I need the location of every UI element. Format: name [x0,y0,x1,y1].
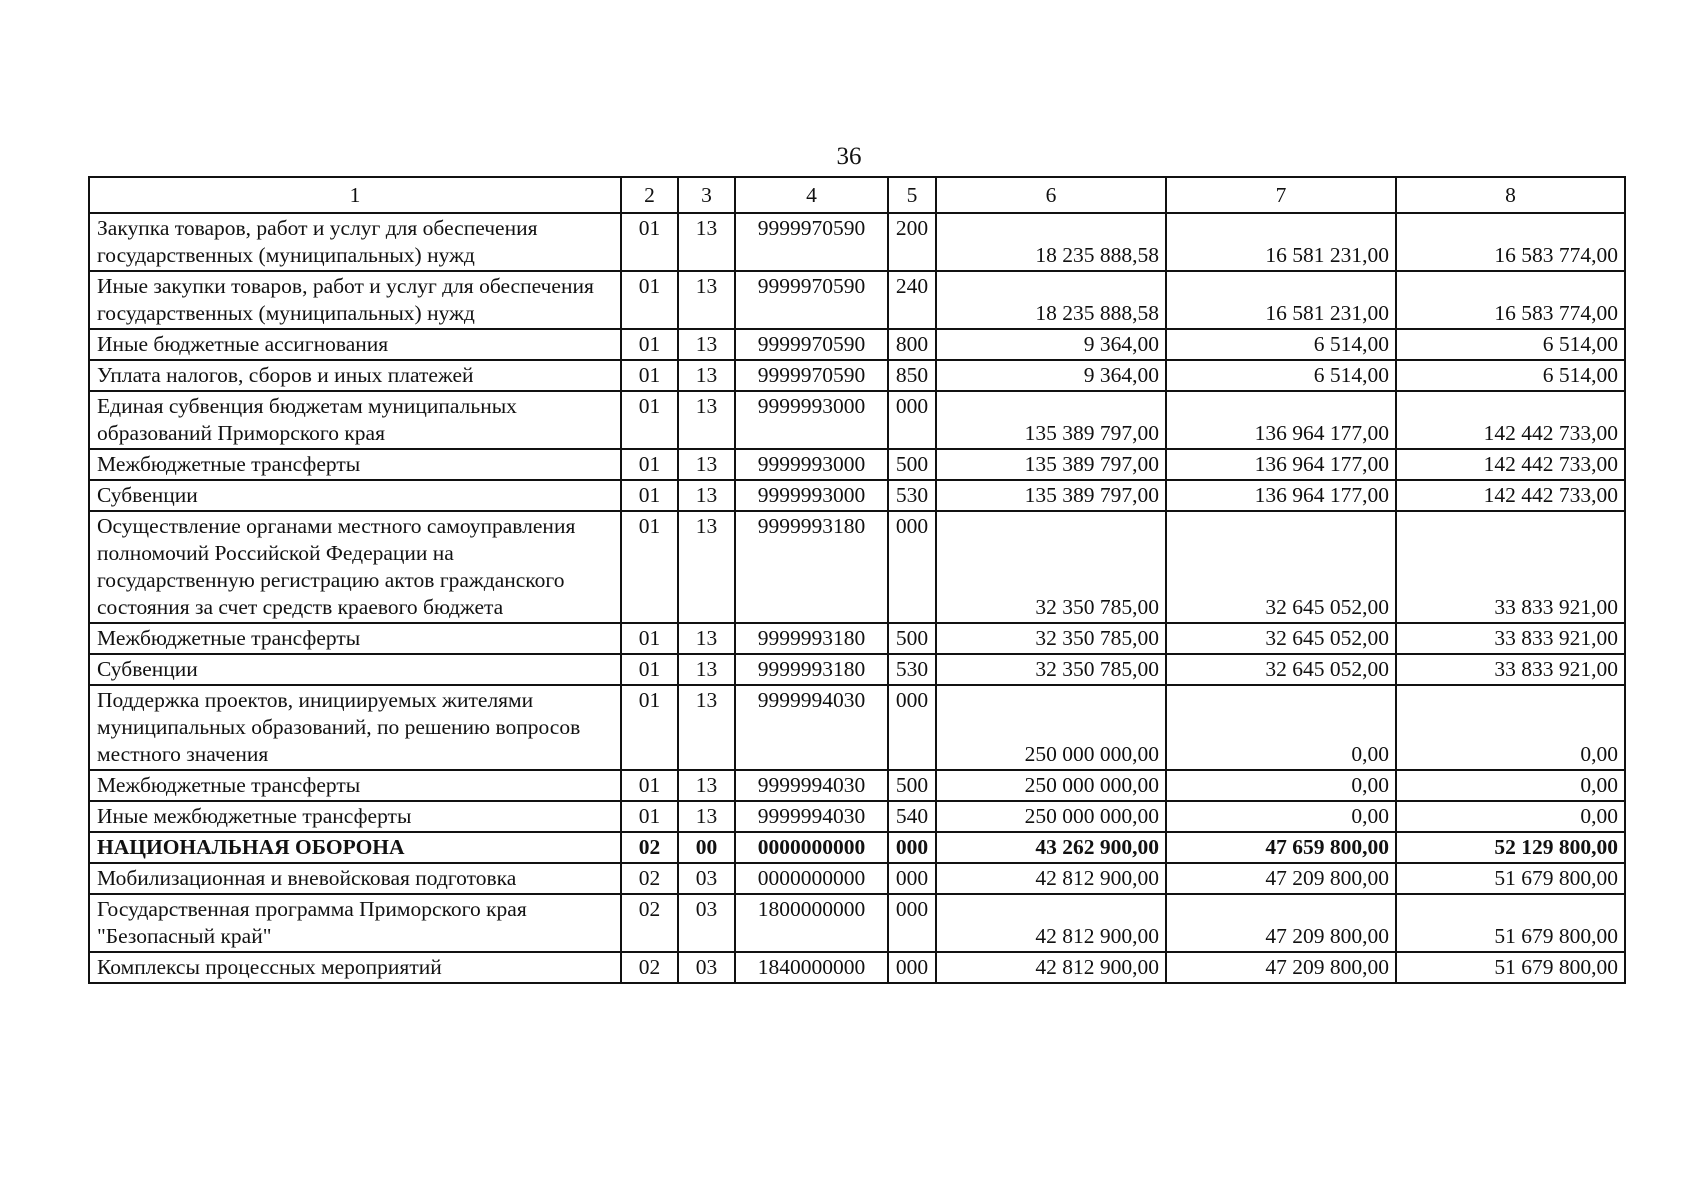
amount-col7-cell: 32 645 052,00 [1166,654,1396,685]
target-article-cell: 9999970590 [735,329,888,360]
amount-col6-cell: 135 389 797,00 [936,391,1166,449]
subsection-code-cell: 13 [678,360,735,391]
section-code-cell: 01 [621,271,678,329]
table-body [89,213,1625,983]
column-header: 2 [621,177,678,213]
subsection-code-cell: 13 [678,213,735,271]
table-row [89,863,1625,894]
section-code-cell: 02 [621,832,678,863]
amount-col7-cell: 136 964 177,00 [1166,480,1396,511]
amount-col7-cell: 32 645 052,00 [1166,511,1396,623]
subsection-code-cell: 13 [678,391,735,449]
target-article-cell: 0000000000 [735,832,888,863]
section-code-cell: 01 [621,801,678,832]
amount-col8-cell: 51 679 800,00 [1396,863,1625,894]
subsection-code-cell: 13 [678,623,735,654]
row-name-cell: Иные закупки товаров, работ и услуг для обеспечения государственных (муниципальных) нужд [89,271,621,329]
expense-type-cell: 000 [888,863,936,894]
section-code-cell: 02 [621,894,678,952]
row-name-cell: НАЦИОНАЛЬНАЯ ОБОРОНА [89,832,621,863]
row-name-cell: Иные бюджетные ассигнования [89,329,621,360]
subsection-code-cell: 13 [678,480,735,511]
section-code-cell: 01 [621,480,678,511]
expense-type-cell: 530 [888,654,936,685]
amount-col6-cell: 9 364,00 [936,360,1166,391]
expense-type-cell: 000 [888,511,936,623]
amount-col6-cell: 43 262 900,00 [936,832,1166,863]
amount-col7-cell: 6 514,00 [1166,329,1396,360]
row-name-cell: Уплата налогов, сборов и иных платежей [89,360,621,391]
subsection-code-cell: 13 [678,770,735,801]
column-header: 3 [678,177,735,213]
row-name-cell: Субвенции [89,480,621,511]
target-article-cell: 9999970590 [735,360,888,391]
section-code-cell: 01 [621,360,678,391]
amount-col8-cell: 0,00 [1396,770,1625,801]
table-row [89,449,1625,480]
amount-col7-cell: 136 964 177,00 [1166,449,1396,480]
subsection-code-cell: 13 [678,685,735,770]
section-code-cell: 01 [621,213,678,271]
amount-col6-cell: 135 389 797,00 [936,449,1166,480]
subsection-code-cell: 13 [678,271,735,329]
section-code-cell: 01 [621,654,678,685]
amount-col8-cell: 33 833 921,00 [1396,654,1625,685]
amount-col6-cell: 32 350 785,00 [936,654,1166,685]
column-header: 4 [735,177,888,213]
table-row [89,770,1625,801]
column-header: 8 [1396,177,1625,213]
subsection-code-cell: 13 [678,801,735,832]
row-name-cell: Межбюджетные трансферты [89,623,621,654]
amount-col6-cell: 250 000 000,00 [936,770,1166,801]
target-article-cell: 0000000000 [735,863,888,894]
amount-col6-cell: 42 812 900,00 [936,952,1166,983]
amount-col8-cell: 16 583 774,00 [1396,271,1625,329]
expense-type-cell: 240 [888,271,936,329]
budget-table [88,176,1626,984]
target-article-cell: 9999993180 [735,623,888,654]
expense-type-cell: 000 [888,894,936,952]
section-code-cell: 01 [621,770,678,801]
column-header: 6 [936,177,1166,213]
expense-type-cell: 540 [888,801,936,832]
subsection-code-cell: 03 [678,894,735,952]
subsection-code-cell: 00 [678,832,735,863]
table-row [89,894,1625,952]
amount-col8-cell: 33 833 921,00 [1396,623,1625,654]
section-code-cell: 02 [621,863,678,894]
amount-col8-cell: 0,00 [1396,685,1625,770]
amount-col8-cell: 0,00 [1396,801,1625,832]
amount-col6-cell: 42 812 900,00 [936,863,1166,894]
amount-col8-cell: 6 514,00 [1396,329,1625,360]
expense-type-cell: 850 [888,360,936,391]
amount-col8-cell: 52 129 800,00 [1396,832,1625,863]
target-article-cell: 9999970590 [735,213,888,271]
target-article-cell: 9999993000 [735,480,888,511]
target-article-cell: 9999993180 [735,654,888,685]
target-article-cell: 9999993000 [735,449,888,480]
amount-col6-cell: 250 000 000,00 [936,801,1166,832]
table-row [89,623,1625,654]
expense-type-cell: 800 [888,329,936,360]
section-code-cell: 01 [621,329,678,360]
amount-col8-cell: 51 679 800,00 [1396,952,1625,983]
amount-col6-cell: 18 235 888,58 [936,213,1166,271]
section-code-cell: 01 [621,685,678,770]
subsection-code-cell: 13 [678,449,735,480]
target-article-cell: 9999993000 [735,391,888,449]
expense-type-cell: 000 [888,832,936,863]
section-code-cell: 01 [621,623,678,654]
amount-col6-cell: 42 812 900,00 [936,894,1166,952]
expense-type-cell: 500 [888,623,936,654]
row-name-cell: Межбюджетные трансферты [89,449,621,480]
row-name-cell: Поддержка проектов, инициируемых жителями муниципальных образований, по решению вопросов местного значения [89,685,621,770]
table-row [89,654,1625,685]
table-header-row [89,177,1625,213]
subsection-code-cell: 03 [678,952,735,983]
row-name-cell: Иные межбюджетные трансферты [89,801,621,832]
amount-col6-cell: 250 000 000,00 [936,685,1166,770]
amount-col7-cell: 6 514,00 [1166,360,1396,391]
subsection-code-cell: 13 [678,329,735,360]
amount-col8-cell: 6 514,00 [1396,360,1625,391]
target-article-cell: 1840000000 [735,952,888,983]
amount-col7-cell: 16 581 231,00 [1166,213,1396,271]
subsection-code-cell: 03 [678,863,735,894]
amount-col6-cell: 9 364,00 [936,329,1166,360]
amount-col6-cell: 18 235 888,58 [936,271,1166,329]
amount-col7-cell: 47 659 800,00 [1166,832,1396,863]
table-row [89,832,1625,863]
column-header: 7 [1166,177,1396,213]
expense-type-cell: 000 [888,391,936,449]
expense-type-cell: 000 [888,952,936,983]
table-row [89,480,1625,511]
amount-col6-cell: 32 350 785,00 [936,511,1166,623]
amount-col8-cell: 51 679 800,00 [1396,894,1625,952]
table-row [89,952,1625,983]
table-row [89,511,1625,623]
row-name-cell: Государственная программа Приморского края "Безопасный край" [89,894,621,952]
column-header: 5 [888,177,936,213]
page-number: 36 [836,143,862,170]
expense-type-cell: 200 [888,213,936,271]
row-name-cell: Мобилизационная и вневойсковая подготовка [89,863,621,894]
amount-col6-cell: 135 389 797,00 [936,480,1166,511]
section-code-cell: 02 [621,952,678,983]
expense-type-cell: 530 [888,480,936,511]
amount-col7-cell: 0,00 [1166,685,1396,770]
table-row [89,271,1625,329]
amount-col7-cell: 32 645 052,00 [1166,623,1396,654]
section-code-cell: 01 [621,391,678,449]
target-article-cell: 1800000000 [735,894,888,952]
table-row [89,685,1625,770]
amount-col8-cell: 16 583 774,00 [1396,213,1625,271]
amount-col7-cell: 0,00 [1166,801,1396,832]
subsection-code-cell: 13 [678,511,735,623]
row-name-cell: Комплексы процессных мероприятий [89,952,621,983]
row-name-cell: Осуществление органами местного самоуправления полномочий Российской Федерации на государственную регистрацию актов гражданского состояния за счет средств краевого бюджета [89,511,621,623]
amount-col8-cell: 142 442 733,00 [1396,480,1625,511]
section-code-cell: 01 [621,511,678,623]
amount-col7-cell: 47 209 800,00 [1166,952,1396,983]
target-article-cell: 9999994030 [735,770,888,801]
amount-col8-cell: 142 442 733,00 [1396,449,1625,480]
subsection-code-cell: 13 [678,654,735,685]
section-code-cell: 01 [621,449,678,480]
amount-col7-cell: 0,00 [1166,770,1396,801]
table-row [89,391,1625,449]
amount-col7-cell: 47 209 800,00 [1166,863,1396,894]
table-row [89,801,1625,832]
row-name-cell: Закупка товаров, работ и услуг для обеспечения государственных (муниципальных) нужд [89,213,621,271]
row-name-cell: Субвенции [89,654,621,685]
expense-type-cell: 500 [888,449,936,480]
amount-col7-cell: 47 209 800,00 [1166,894,1396,952]
expense-type-cell: 000 [888,685,936,770]
amount-col7-cell: 16 581 231,00 [1166,271,1396,329]
target-article-cell: 9999994030 [735,685,888,770]
table-row [89,213,1625,271]
amount-col8-cell: 142 442 733,00 [1396,391,1625,449]
amount-col7-cell: 136 964 177,00 [1166,391,1396,449]
table-row [89,329,1625,360]
expense-type-cell: 500 [888,770,936,801]
amount-col6-cell: 32 350 785,00 [936,623,1166,654]
column-header: 1 [89,177,621,213]
target-article-cell: 9999970590 [735,271,888,329]
row-name-cell: Межбюджетные трансферты [89,770,621,801]
table-row [89,360,1625,391]
target-article-cell: 9999993180 [735,511,888,623]
row-name-cell: Единая субвенция бюджетам муниципальных образований Приморского края [89,391,621,449]
target-article-cell: 9999994030 [735,801,888,832]
amount-col8-cell: 33 833 921,00 [1396,511,1625,623]
